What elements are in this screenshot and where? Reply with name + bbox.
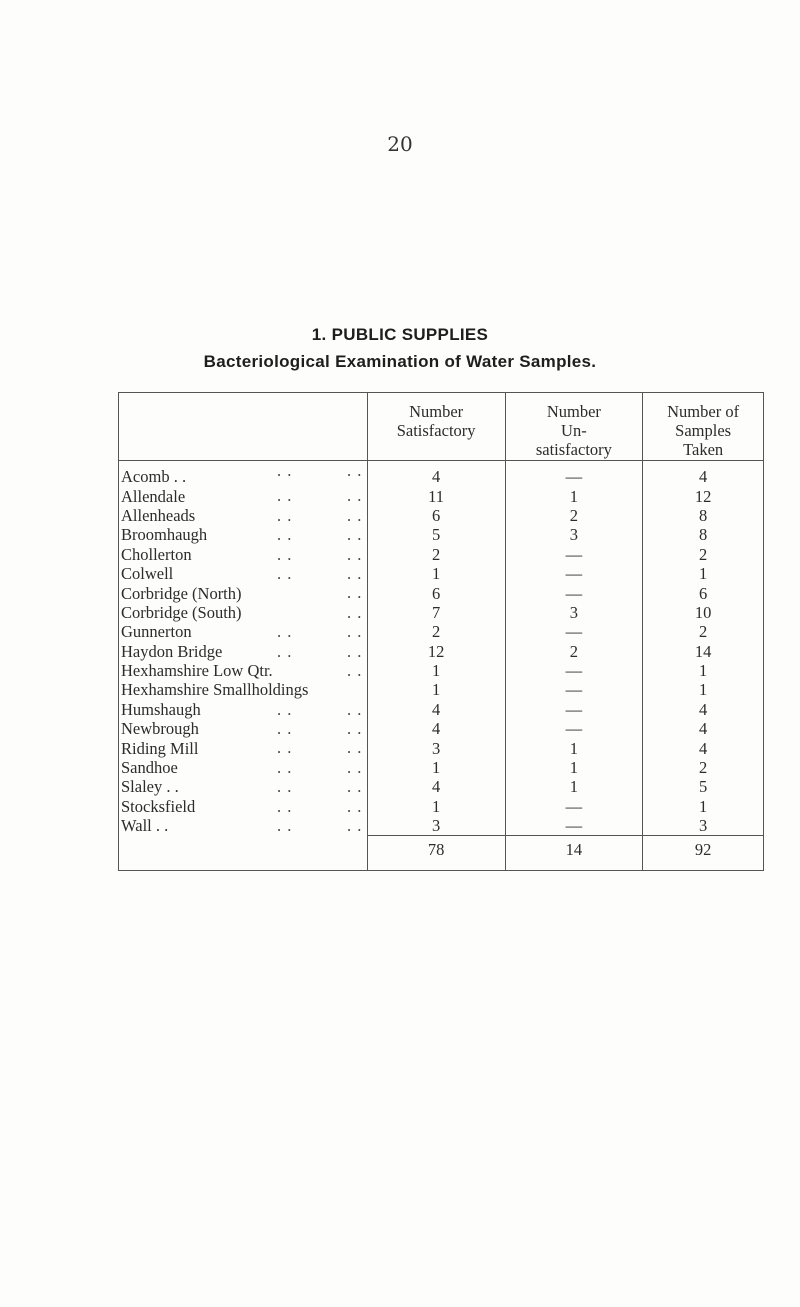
unsatisfactory-count: 1	[505, 758, 643, 777]
samples-taken-column-header	[643, 393, 764, 461]
header-line: Number	[546, 402, 601, 421]
leader-dots: . .	[347, 719, 363, 739]
leader-dots: . .	[347, 544, 363, 564]
header-line: Taken	[683, 440, 724, 459]
table-header-row	[119, 393, 764, 461]
leader-dots: . .	[277, 563, 293, 583]
leader-dots: . .	[277, 738, 293, 758]
total-unsatisfactory: 14	[505, 836, 643, 871]
leader-dots: . .	[347, 777, 363, 797]
satisfactory-count: 1	[367, 758, 505, 777]
leader-dots: . .	[277, 486, 293, 506]
taken-count: 4	[643, 738, 764, 757]
leader-dots: . .	[277, 699, 293, 719]
place-column-header	[119, 393, 368, 461]
leader-dots: . .	[277, 622, 293, 642]
table-row	[119, 797, 764, 816]
unsatisfactory-column-header	[505, 393, 643, 461]
leader-dots: . .	[277, 757, 293, 777]
leader-dots: . .	[347, 738, 363, 758]
total-samples-taken: 92	[643, 836, 764, 871]
place-name: Humshaugh . . . .	[119, 700, 368, 719]
unsatisfactory-count: 3	[505, 525, 643, 544]
leader-dots: . .	[347, 563, 363, 583]
header-line: Number	[409, 402, 464, 421]
taken-count: 2	[643, 545, 764, 564]
place-name: Gunnerton . . . .	[119, 622, 368, 641]
taken-count: 2	[643, 758, 764, 777]
unsatisfactory-count: 2	[505, 642, 643, 661]
section-heading: 1. PUBLIC SUPPLIES	[311, 325, 489, 344]
unsatisfactory-count: 3	[505, 603, 643, 622]
table-row	[119, 719, 764, 738]
page-number: 20	[387, 132, 413, 156]
leader-dots: . .	[347, 486, 363, 506]
totals-row	[119, 836, 764, 871]
table-row	[119, 622, 764, 641]
satisfactory-count: 6	[367, 583, 505, 602]
unsatisfactory-count: —	[505, 622, 643, 641]
taken-count: 4	[643, 700, 764, 719]
table-row	[119, 564, 764, 583]
leader-dots: . .	[347, 660, 363, 680]
table-row	[119, 816, 764, 836]
leader-dots: . .	[277, 777, 293, 797]
leader-dots: . .	[347, 622, 363, 642]
satisfactory-count: 3	[367, 738, 505, 757]
table-row	[119, 738, 764, 757]
leader-dots: . .	[277, 461, 293, 480]
taken-count: 4	[643, 461, 764, 487]
unsatisfactory-count: 1	[505, 738, 643, 757]
satisfactory-count: 6	[367, 506, 505, 525]
leader-dots: . .	[347, 505, 363, 525]
leader-dots: . .	[277, 505, 293, 525]
table-row	[119, 777, 764, 796]
place-name: Riding Mill . . . .	[119, 738, 368, 757]
place-name: Hexhamshire Low Qtr. . .	[119, 661, 368, 680]
leader-dots: . .	[347, 641, 363, 661]
table-caption: Bacteriological Examination of Water Samples.	[203, 352, 597, 371]
unsatisfactory-count: 1	[505, 777, 643, 796]
unsatisfactory-count: —	[505, 545, 643, 564]
satisfactory-column-header	[367, 393, 505, 461]
satisfactory-count: 11	[367, 486, 505, 505]
taken-count: 1	[643, 564, 764, 583]
leader-dots: . .	[347, 699, 363, 719]
place-name: Hexhamshire Smallholdings	[119, 680, 368, 699]
satisfactory-count: 4	[367, 700, 505, 719]
unsatisfactory-count: —	[505, 719, 643, 738]
taken-count: 1	[643, 680, 764, 699]
unsatisfactory-count: —	[505, 564, 643, 583]
unsatisfactory-count: —	[505, 700, 643, 719]
unsatisfactory-count: —	[505, 797, 643, 816]
satisfactory-count: 12	[367, 642, 505, 661]
taken-count: 14	[643, 642, 764, 661]
place-name: Stocksfield . . . .	[119, 797, 368, 816]
leader-dots: . .	[277, 796, 293, 816]
header-line: satisfactory	[535, 440, 612, 459]
satisfactory-count: 4	[367, 777, 505, 796]
satisfactory-count: 2	[367, 622, 505, 641]
satisfactory-count: 5	[367, 525, 505, 544]
table-row	[119, 680, 764, 699]
place-name: Haydon Bridge . . . .	[119, 642, 368, 661]
header-line: Un-	[561, 421, 587, 440]
place-name: Allenheads . . . .	[119, 506, 368, 525]
table-row	[119, 642, 764, 661]
satisfactory-count: 2	[367, 545, 505, 564]
unsatisfactory-count: 2	[505, 506, 643, 525]
leader-dots: . .	[347, 602, 363, 622]
satisfactory-count: 3	[367, 816, 505, 836]
leader-dots: . .	[277, 641, 293, 661]
place-name: Newbrough . . . .	[119, 719, 368, 738]
satisfactory-count: 4	[367, 719, 505, 738]
leader-dots: . .	[277, 816, 293, 836]
unsatisfactory-count: —	[505, 661, 643, 680]
table-row	[119, 506, 764, 525]
place-name: Sandhoe . . . .	[119, 758, 368, 777]
taken-count: 3	[643, 816, 764, 836]
unsatisfactory-count: —	[505, 461, 643, 487]
table-row	[119, 525, 764, 544]
place-name: Broomhaugh . . . .	[119, 525, 368, 544]
total-satisfactory: 78	[367, 836, 505, 871]
table-body	[119, 461, 764, 836]
taken-count: 8	[643, 506, 764, 525]
satisfactory-count: 1	[367, 661, 505, 680]
satisfactory-count: 4	[367, 461, 505, 487]
place-name: Corbridge (South) . .	[119, 603, 368, 622]
leader-dots: . .	[347, 583, 363, 603]
leader-dots: . .	[277, 544, 293, 564]
taken-count: 4	[643, 719, 764, 738]
unsatisfactory-count: 1	[505, 486, 643, 505]
place-name: Slaley . . . . . .	[119, 777, 368, 796]
table-row	[119, 486, 764, 505]
satisfactory-count: 7	[367, 603, 505, 622]
taken-count: 8	[643, 525, 764, 544]
leader-dots: . .	[347, 757, 363, 777]
place-name: Wall . . . . . .	[119, 816, 368, 836]
taken-count: 6	[643, 583, 764, 602]
leader-dots: . .	[347, 525, 363, 545]
place-name: Chollerton . . . .	[119, 545, 368, 564]
taken-count: 12	[643, 486, 764, 505]
header-line: Samples	[675, 421, 732, 440]
unsatisfactory-count: —	[505, 583, 643, 602]
table-row	[119, 545, 764, 564]
table-row	[119, 758, 764, 777]
taken-count: 2	[643, 622, 764, 641]
place-name: Allendale . . . .	[119, 486, 368, 505]
place-name: Colwell . . . .	[119, 564, 368, 583]
unsatisfactory-count: —	[505, 816, 643, 836]
table-row	[119, 461, 764, 487]
table-row	[119, 700, 764, 719]
table-row	[119, 603, 764, 622]
table-row	[119, 661, 764, 680]
table-row	[119, 583, 764, 602]
totals-label-cell	[119, 836, 368, 871]
place-name: Acomb . . . . . .	[119, 461, 368, 487]
taken-count: 1	[643, 661, 764, 680]
place-name: Corbridge (North) . .	[119, 583, 368, 602]
taken-count: 1	[643, 797, 764, 816]
taken-count: 5	[643, 777, 764, 796]
leader-dots: . .	[347, 796, 363, 816]
leader-dots: . .	[277, 525, 293, 545]
satisfactory-count: 1	[367, 797, 505, 816]
satisfactory-count: 1	[367, 680, 505, 699]
leader-dots: . .	[277, 719, 293, 739]
header-line: Number of	[667, 402, 740, 421]
unsatisfactory-count: —	[505, 680, 643, 699]
satisfactory-count: 1	[367, 564, 505, 583]
taken-count: 10	[643, 603, 764, 622]
water-samples-table	[118, 392, 764, 871]
header-line: Satisfactory	[396, 421, 476, 440]
leader-dots: . .	[347, 816, 363, 836]
leader-dots: . .	[347, 461, 363, 480]
